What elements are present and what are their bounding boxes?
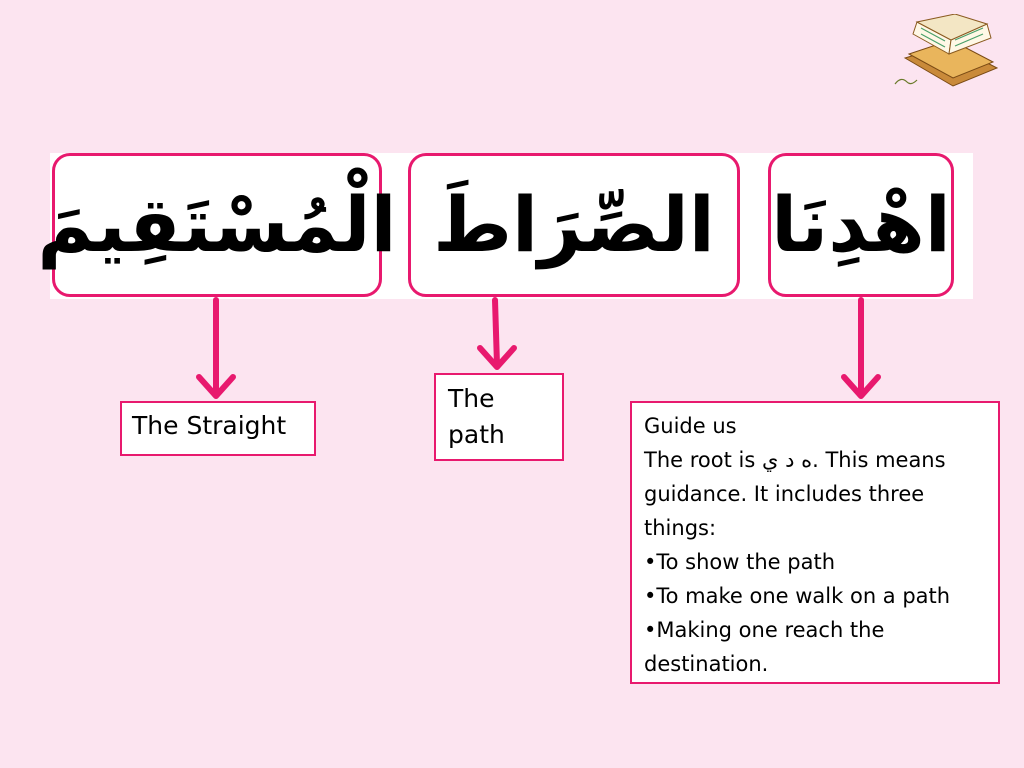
guide-line: things: (644, 516, 717, 540)
label-the-path-line2: path (448, 420, 505, 449)
guide-line: •Making one reach the (644, 618, 885, 642)
guide-line: guidance. It includes three (644, 482, 925, 506)
label-the-straight-text: The Straight (132, 411, 287, 440)
quran-book-icon (893, 14, 1003, 92)
arabic-word-ihdina: اهْدِنَا (771, 180, 951, 269)
label-the-path-line1: The (448, 384, 495, 413)
arabic-word-as-sirat: الصِّرَاطَ (433, 180, 715, 269)
label-the-path (434, 373, 564, 461)
arrow-path (495, 300, 497, 365)
guide-line: Guide us (644, 414, 737, 438)
guide-line: The root is ه د ي. This means (644, 448, 946, 472)
label-the-straight (120, 401, 316, 456)
guide-line: •To show the path (644, 550, 835, 574)
arabic-word-al-mustaqeem: الْمُسْتَقِيمَ (37, 180, 397, 269)
guide-line: destination. (644, 652, 769, 676)
guide-line: •To make one walk on a path (644, 584, 951, 608)
label-guide-us (630, 401, 1000, 684)
